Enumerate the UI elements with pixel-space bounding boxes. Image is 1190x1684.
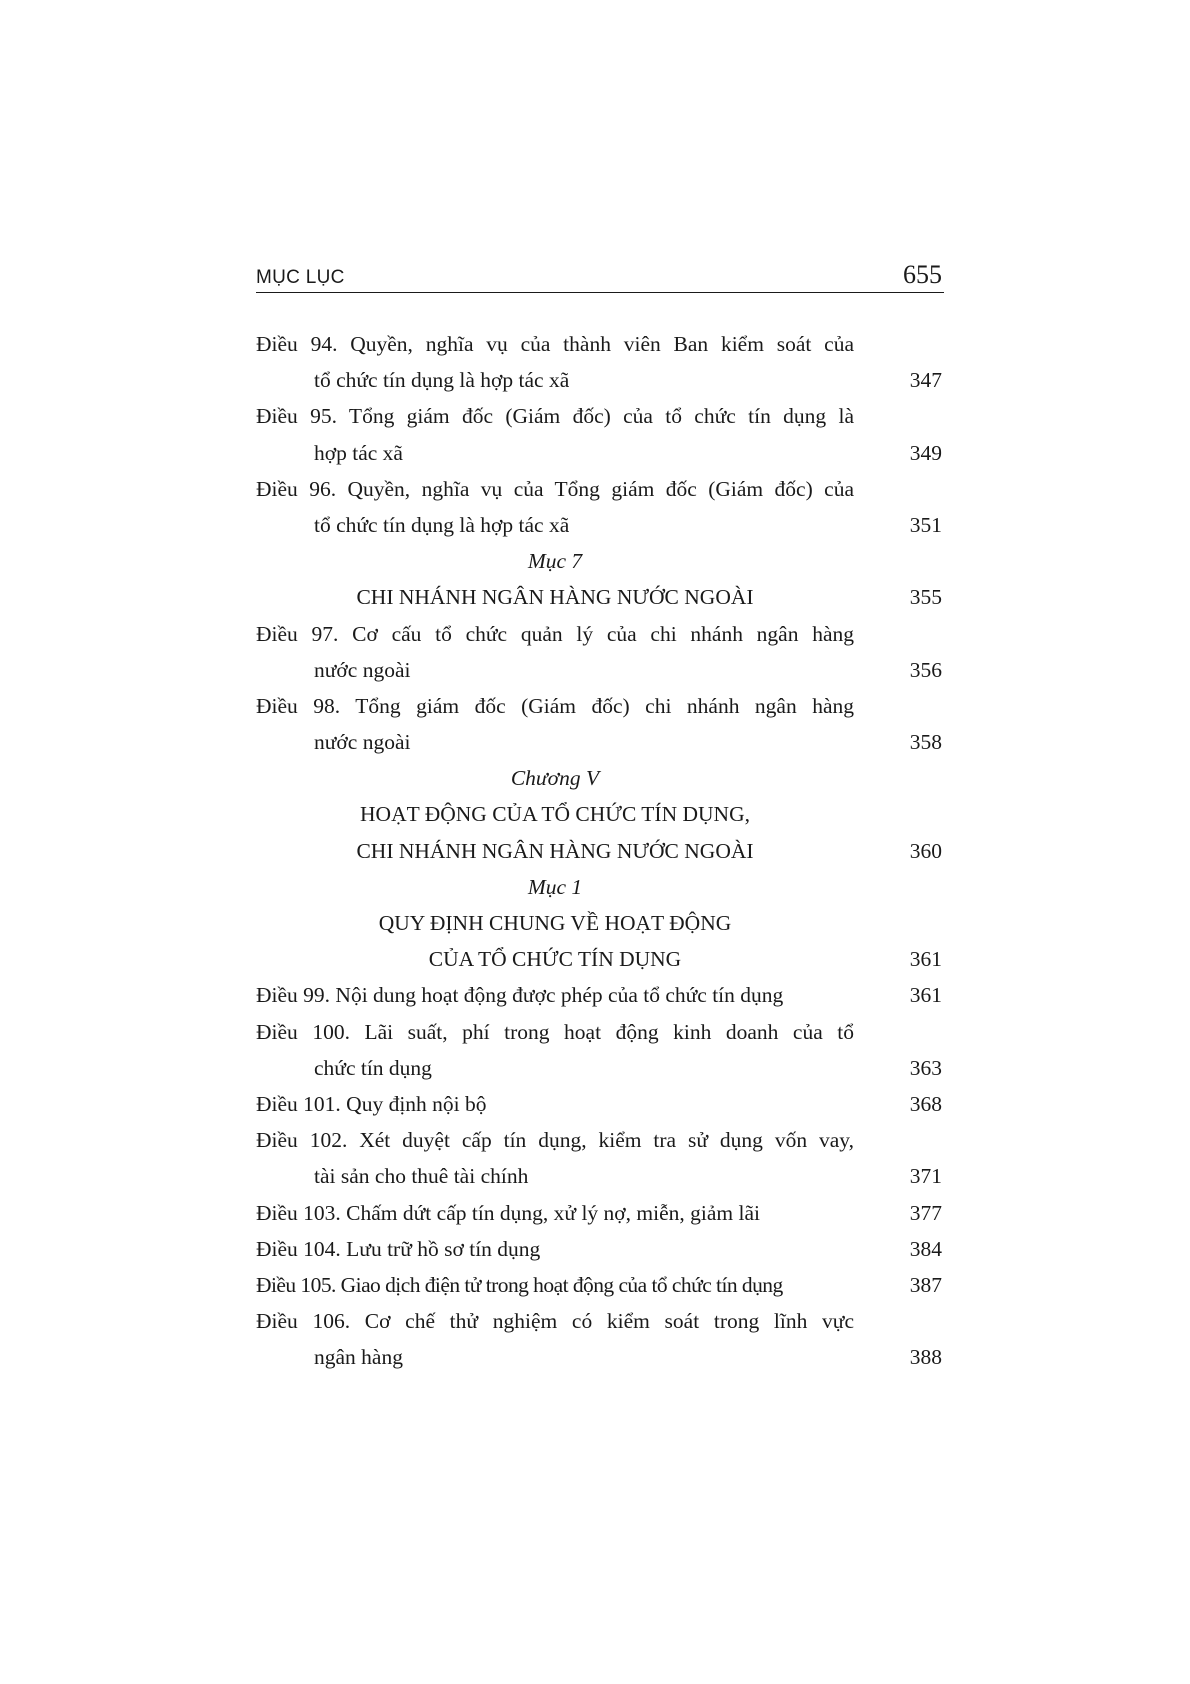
toc-line	[256, 1303, 944, 1339]
section-heading: CHI NHÁNH NGÂN HÀNG NƯỚC NGOÀI	[356, 585, 754, 610]
toc-page-number: 368	[909, 1091, 942, 1116]
toc-page-number: 351	[909, 512, 942, 537]
toc-entry-continuation: tài sản cho thuê tài chính	[314, 1164, 529, 1189]
section-heading: QUY ĐỊNH CHUNG VỀ HOẠT ĐỘNG	[378, 911, 732, 935]
toc-line	[256, 977, 944, 1013]
toc-line	[256, 616, 944, 652]
toc-line	[256, 1014, 944, 1050]
toc-page-number: 358	[909, 730, 942, 755]
toc-line	[256, 1195, 944, 1231]
toc-entry-title: Điều 100. Lãi suất, phí trong hoạt động kinh doanh của tổ	[256, 1019, 854, 1044]
toc-line	[256, 1158, 944, 1194]
toc-entry-title: Điều 103. Chấm dứt cấp tín dụng, xử lý nợ, miễn, giảm lãi	[256, 1200, 761, 1225]
toc-entry-title: Điều 98. Tổng giám đốc (Giám đốc) chi nhánh ngân hàng	[256, 693, 854, 718]
toc-page-number: 361	[909, 947, 942, 972]
toc-line	[256, 1050, 944, 1086]
toc-page-number: 355	[909, 585, 942, 610]
toc-entry-continuation: hợp tác xã	[314, 440, 403, 465]
toc-line	[256, 1122, 944, 1158]
toc-line	[256, 326, 944, 362]
toc-line	[256, 869, 944, 905]
toc-line	[256, 362, 944, 398]
toc-page-number: 363	[909, 1055, 942, 1080]
chapter-heading: CHI NHÁNH NGÂN HÀNG NƯỚC NGOÀI	[356, 838, 754, 863]
toc-page-number: 349	[909, 440, 942, 465]
toc-entry-title: Điều 99. Nội dung hoạt động được phép của tổ chức tín dụng	[256, 983, 784, 1008]
toc-line	[256, 398, 944, 434]
toc-line	[256, 724, 944, 760]
toc-line	[256, 652, 944, 688]
toc-line	[256, 1267, 944, 1303]
toc-entry-title: Điều 101. Quy định nội bộ	[256, 1091, 487, 1116]
toc-page-number: 377	[909, 1200, 942, 1225]
toc-page-number: 384	[909, 1236, 942, 1261]
toc-page-number: 387	[909, 1272, 942, 1297]
toc-entry-title: Điều 97. Cơ cấu tổ chức quản lý của chi nhánh ngân hàng	[256, 621, 854, 646]
toc-line	[256, 1231, 944, 1267]
header-title: MỤC LỤC	[256, 267, 345, 288]
toc-entry-title: Điều 102. Xét duyệt cấp tín dụng, kiểm tra sử dụng vốn vay,	[256, 1128, 854, 1153]
toc-line	[256, 543, 944, 579]
toc-line	[256, 941, 944, 977]
toc-entry-title: Điều 94. Quyền, nghĩa vụ của thành viên Ban kiểm soát của	[256, 332, 854, 356]
toc-entry-continuation: tổ chức tín dụng là hợp tác xã	[314, 512, 570, 537]
toc-line	[256, 507, 944, 543]
chapter-heading: HOẠT ĐỘNG CỦA TỔ CHỨC TÍN DỤNG,	[360, 802, 750, 827]
toc-line	[256, 833, 944, 869]
toc-entry-title: Điều 106. Cơ chế thử nghiệm có kiểm soát trong lĩnh vực	[256, 1309, 854, 1334]
toc-entry-title: Điều 104. Lưu trữ hồ sơ tín dụng	[256, 1236, 541, 1261]
toc-page-number: 361	[909, 983, 942, 1008]
toc-entry-title: Điều 96. Quyền, nghĩa vụ của Tổng giám đốc (Giám đốc) của	[256, 476, 854, 501]
toc-line	[256, 435, 944, 471]
table-of-contents	[256, 326, 944, 1375]
header-page-number: 655	[903, 260, 942, 289]
toc-line	[256, 760, 944, 796]
toc-line	[256, 796, 944, 832]
toc-line	[256, 905, 944, 941]
toc-page-number: 347	[909, 368, 942, 393]
page-header	[256, 258, 944, 293]
toc-line	[256, 1339, 944, 1375]
toc-page-number: 388	[909, 1345, 942, 1370]
section-label: Mục 1	[527, 874, 583, 899]
toc-entry-title: Điều 95. Tổng giám đốc (Giám đốc) của tổ chức tín dụng là	[256, 404, 854, 429]
toc-page-number: 371	[909, 1164, 942, 1189]
toc-line	[256, 688, 944, 724]
toc-entry-continuation: ngân hàng	[314, 1345, 403, 1370]
toc-page-number: 360	[909, 838, 942, 863]
toc-entry-continuation: tổ chức tín dụng là hợp tác xã	[314, 368, 570, 393]
toc-entry-continuation: nước ngoài	[314, 657, 411, 682]
toc-entry-continuation: nước ngoài	[314, 730, 411, 755]
toc-line	[256, 1086, 944, 1122]
toc-entry-continuation: chức tín dụng	[314, 1055, 432, 1080]
toc-line	[256, 579, 944, 615]
section-heading: CỦA TỔ CHỨC TÍN DỤNG	[428, 947, 682, 972]
section-label: Mục 7	[527, 549, 583, 574]
chapter-label: Chương V	[510, 766, 600, 791]
toc-page-number: 356	[909, 657, 942, 682]
toc-entry-title: Điều 105. Giao dịch điện tử trong hoạt động của tổ chức tín dụng	[256, 1272, 783, 1297]
toc-line	[256, 471, 944, 507]
